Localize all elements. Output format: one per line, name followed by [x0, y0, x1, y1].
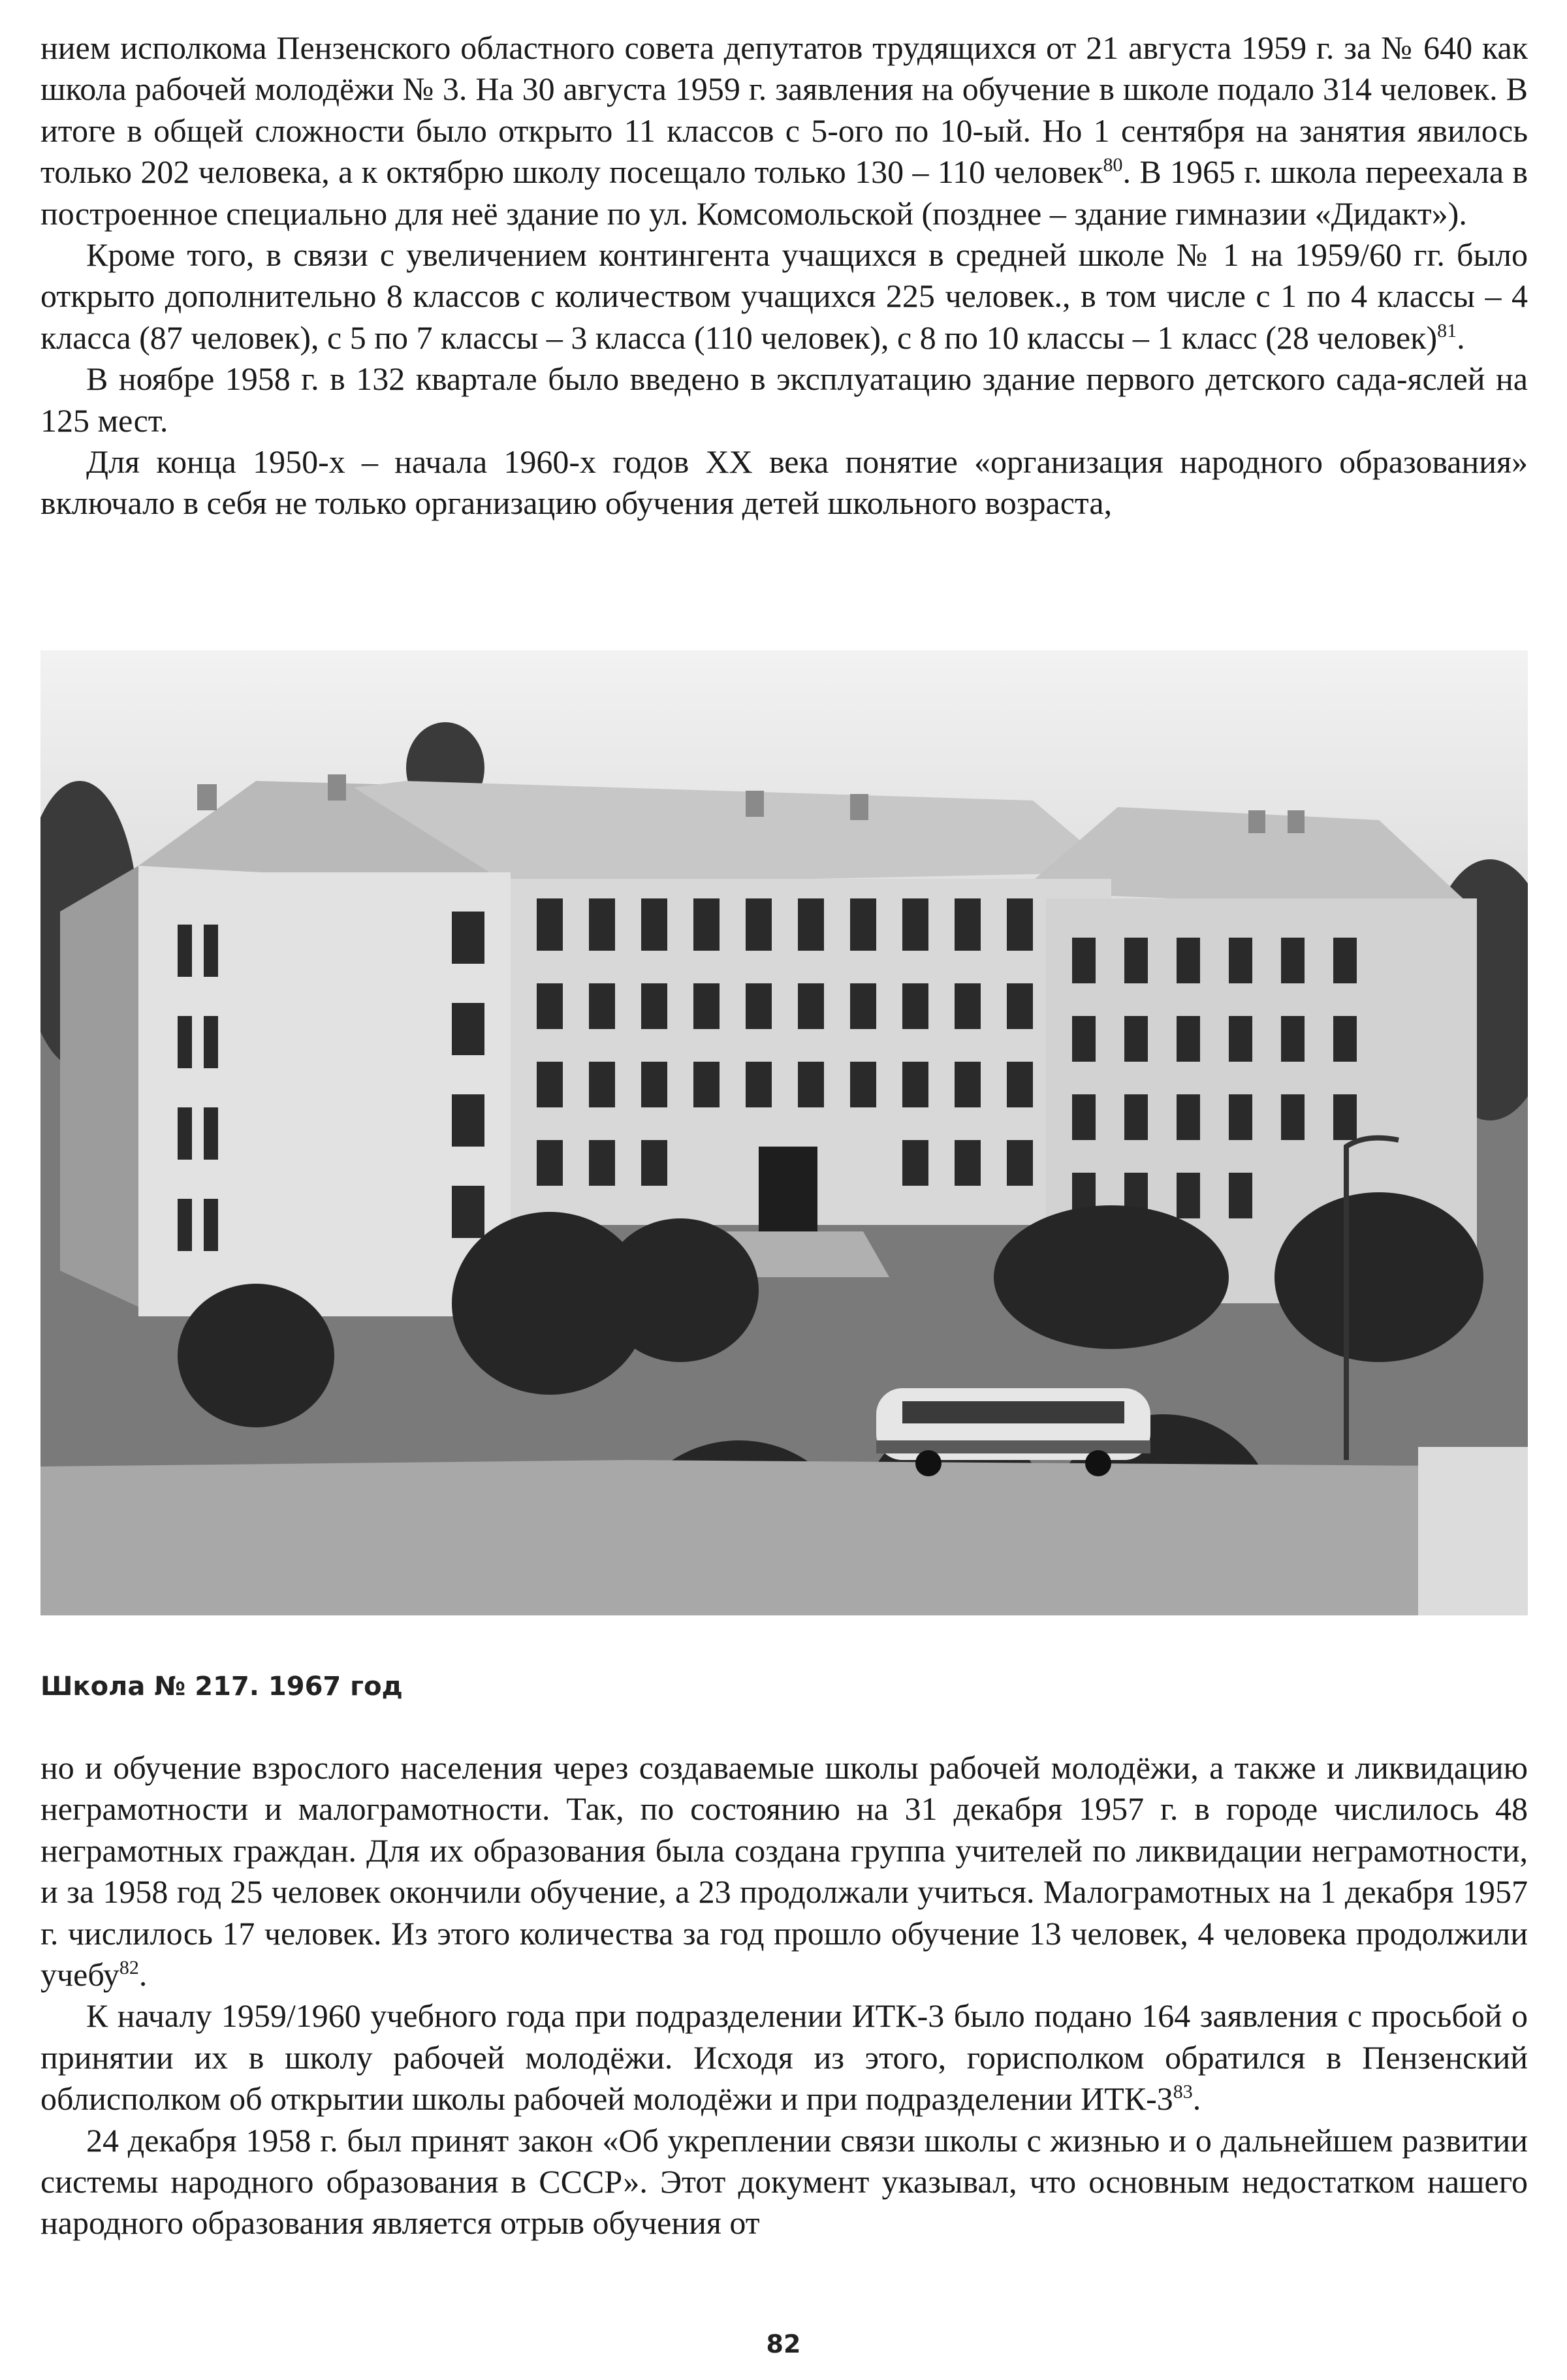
- footnote-ref-80[interactable]: 80: [1103, 154, 1123, 176]
- paragraph: [40, 27, 1528, 234]
- footnote-ref-83[interactable]: 83: [1173, 2081, 1193, 2103]
- school-building-illustration: [40, 650, 1528, 1615]
- paragraph: [40, 2120, 1528, 2244]
- footnote-ref-82[interactable]: 82: [119, 1957, 139, 1979]
- paragraph: [40, 441, 1528, 524]
- paragraph-text: нием исполкома Пензенского областного совета депутатов трудящихся от 21 августа 1959 г. за № 640 как школа рабочей молодёжи № 3. На 30 августа 1959 г. заявления на обучение в школе подало 314 человек. В итоге в общей сложности было открыто 11 классов с 5-ого по 10-ый. Но 1 сентября на занятия явилось только 202 человека, а к октябрю школу посещало только 130 – 110 человек: [40, 29, 1528, 191]
- paragraph-text: . В 1965 г. школа переехала в построенное специально для неё здание по ул. Комсомольской (позднее – здание гимназии «Дидакт»).: [40, 153, 1528, 232]
- paragraph: [40, 1995, 1528, 2119]
- paragraph-text: .: [1192, 2080, 1201, 2118]
- page-number: 82: [766, 2330, 801, 2358]
- left-wing-side: [60, 866, 145, 1310]
- footnote-ref-81[interactable]: 81: [1437, 319, 1457, 341]
- paragraph: [40, 358, 1528, 441]
- paragraph-text: 24 декабря 1958 г. был принят закон «Об укреплении связи школы с жизнью и о дальнейшем развитии системы народного образования в СССР». Этот документ указывал, что основным недостатком нашего народного образования является отрыв обучения от: [40, 2121, 1528, 2242]
- paragraph: [40, 234, 1528, 358]
- photo-caption: Школа № 217. 1967 год: [40, 1672, 403, 1702]
- paragraph-text: Кроме того, в связи с увеличением контингента учащихся в средней школе № 1 на 1959/60 гг. было открыто дополнительно 8 классов с количеством учащихся 225 человек., в том числе с 1 по 4 классы – 4 класса (87 человек), с 5 по 7 классы – 3 класса (110 человек), с 8 по 10 классы – 1 класс (28 человек): [40, 236, 1528, 356]
- paragraph-text: К началу 1959/1960 учебного года при подразделении ИТК-3 было подано 164 заявления с просьбой о принятии их в школу рабочей молодёжи. Исходя из этого, горисполком обратился в Пензенский облисполком об открытии школы рабочей молодёжи и при подразделении ИТК-3: [40, 1997, 1528, 2118]
- road: [40, 1460, 1528, 1615]
- paragraph: [40, 1747, 1528, 1995]
- entrance-door: [759, 1147, 817, 1231]
- paragraph-text: В ноябре 1958 г. в 132 квартале было введено в эксплуатацию здание первого детского сада-яслей на 125 мест.: [40, 360, 1528, 439]
- text-block-bottom: [40, 1747, 1528, 2244]
- paragraph-text: .: [138, 1956, 148, 1993]
- paragraph-text: Для конца 1950-х – начала 1960-х годов XX века понятие «организация народного образования» включало в себя не только организацию обучения детей школьного возраста,: [40, 443, 1528, 522]
- gate-pillar: [1418, 1447, 1528, 1615]
- text-block-top: [40, 27, 1528, 524]
- school-photo: [40, 650, 1528, 1615]
- paragraph-text: .: [1457, 319, 1465, 356]
- paragraph-text: но и обучение взрослого населения через создаваемые школы рабочей молодёжи, а также и ликвидацию неграмотности и малограмотности. Так, по состоянию на 31 декабря 1957 г. в городе числилось 48 неграмотных граждан. Для их образования была создана группа учителей по ликвидации неграмотности, и за 1958 год 25 человек окончили обучение, а 23 продолжали учиться. Малограмотных на 1 декабря 1957 г. числилось 17 человек. Из этого количества за год прошло обучение 13 человек, 4 человека продолжили учебу: [40, 1749, 1528, 1993]
